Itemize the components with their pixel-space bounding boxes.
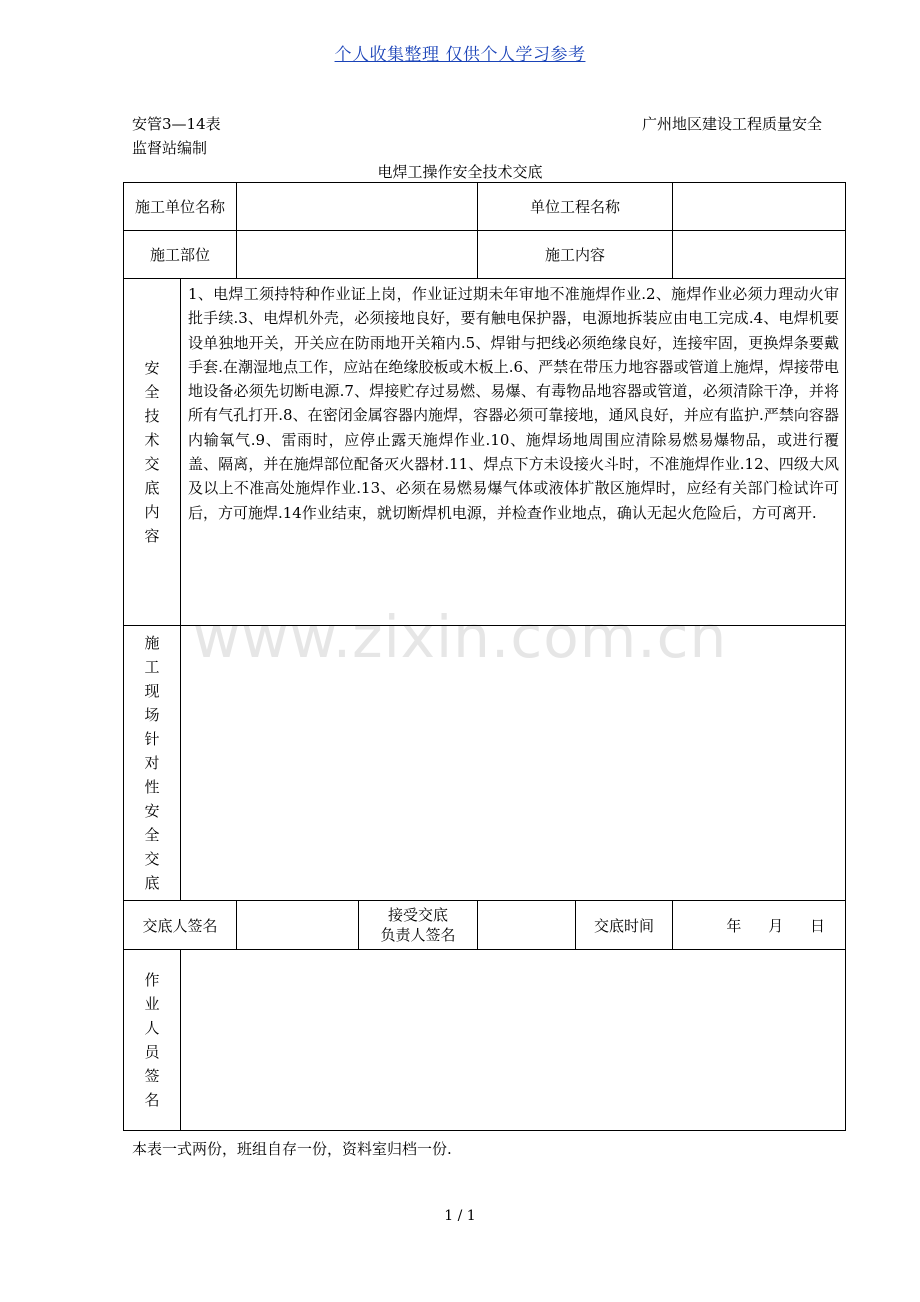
- construction-part-label: 施工部位: [124, 231, 237, 279]
- form-code: 安管3—14表: [132, 115, 221, 133]
- issuer-line-1: 广州地区建设工程质量安全: [642, 115, 823, 133]
- issuer-line-2: 监督站编制: [132, 139, 208, 157]
- technical-content-label: 安 全 技 术 交 底 内 容: [124, 279, 181, 626]
- table-row-site-specific: [124, 626, 846, 901]
- technical-content-text: 1、电焊工须持特种作业证上岗，作业证过期未年审地不准施焊作业.2、施焊作业必须力理动火审批手续.3、电焊机外壳，必须接地良好，要有触电保护器，电源地拆装应由电工完成.4、电焊机要设单独地开关，开关应在防雨地开关箱内.5、焊钳与把线必须绝缘良好，连接牢固，更换焊条要戴手套.在潮湿地点工作，应站在绝缘胶板或木板上.6、严禁在带压力地容器或管道上施焊，焊接带电地设备必须先切断电源.7、焊接贮存过易燃、易爆、有毒物品地容器或管道，必须清除干净，并将所有气孔打开.8、在密闭金属容器内施焊，容器必须可靠接地，通风良好，并应有监护.严禁向容器内输氧气.9、雷雨时，应停止露天施焊作业.10、施焊场地周围应清除易燃易爆物品，或进行覆盖、隔离，并在施焊部位配备灭火器材.11、焊点下方未设接火斗时，不准施焊作业.12、四级大风及以上不准高处施焊作业.13、必须在易燃易爆气体或液体扩散区施焊时，应经有关部门检试许可后，方可施焊.14作业结束，就切断焊机电源，并检查作业地点，确认无起火危险后，方可离开.: [181, 279, 846, 626]
- disclosure-date-field[interactable]: [673, 901, 846, 950]
- header-banner: 个人收集整理 仅供个人学习参考: [334, 45, 586, 65]
- disclosure-time-label: 交底时间: [576, 901, 673, 950]
- date-day: 日: [810, 916, 826, 935]
- table-row-unit: [124, 183, 846, 231]
- site-specific-text[interactable]: [181, 626, 846, 901]
- project-name-value[interactable]: [673, 183, 846, 231]
- giver-signature-label: 交底人签名: [124, 901, 237, 950]
- worker-signature-label: 作 业 人 员 签 名: [124, 950, 181, 1131]
- construction-unit-value[interactable]: [237, 183, 478, 231]
- date-year: 年: [726, 916, 742, 935]
- construction-content-label: 施工内容: [478, 231, 673, 279]
- document-title: 电焊工操作安全技术交底: [377, 163, 543, 181]
- table-row-technical-content: [124, 279, 846, 626]
- site-specific-label: 施 工 现 场 针 对 性 安 全 交 底: [124, 626, 181, 901]
- project-name-label: 单位工程名称: [478, 183, 673, 231]
- construction-part-value[interactable]: [237, 231, 478, 279]
- worker-signature-area[interactable]: [181, 950, 846, 1131]
- table-row-location: [124, 231, 846, 279]
- table-row-signoff: [124, 901, 846, 950]
- receiver-signature-value[interactable]: [478, 901, 576, 950]
- table-row-worker-signatures: [124, 950, 846, 1131]
- page-number: 1 / 1: [444, 1208, 476, 1224]
- construction-content-value[interactable]: [673, 231, 846, 279]
- footnote: 本表一式两份，班组自存一份，资料室归档一份.: [132, 1140, 452, 1158]
- giver-signature-value[interactable]: [237, 901, 359, 950]
- construction-unit-label: 施工单位名称: [124, 183, 237, 231]
- watermark: www.zixin.com.cn: [192, 603, 728, 671]
- receiver-signature-label: 接受交底 负责人签名: [359, 901, 478, 950]
- date-month: 月: [768, 916, 784, 935]
- disclosure-form-table: [123, 182, 846, 1131]
